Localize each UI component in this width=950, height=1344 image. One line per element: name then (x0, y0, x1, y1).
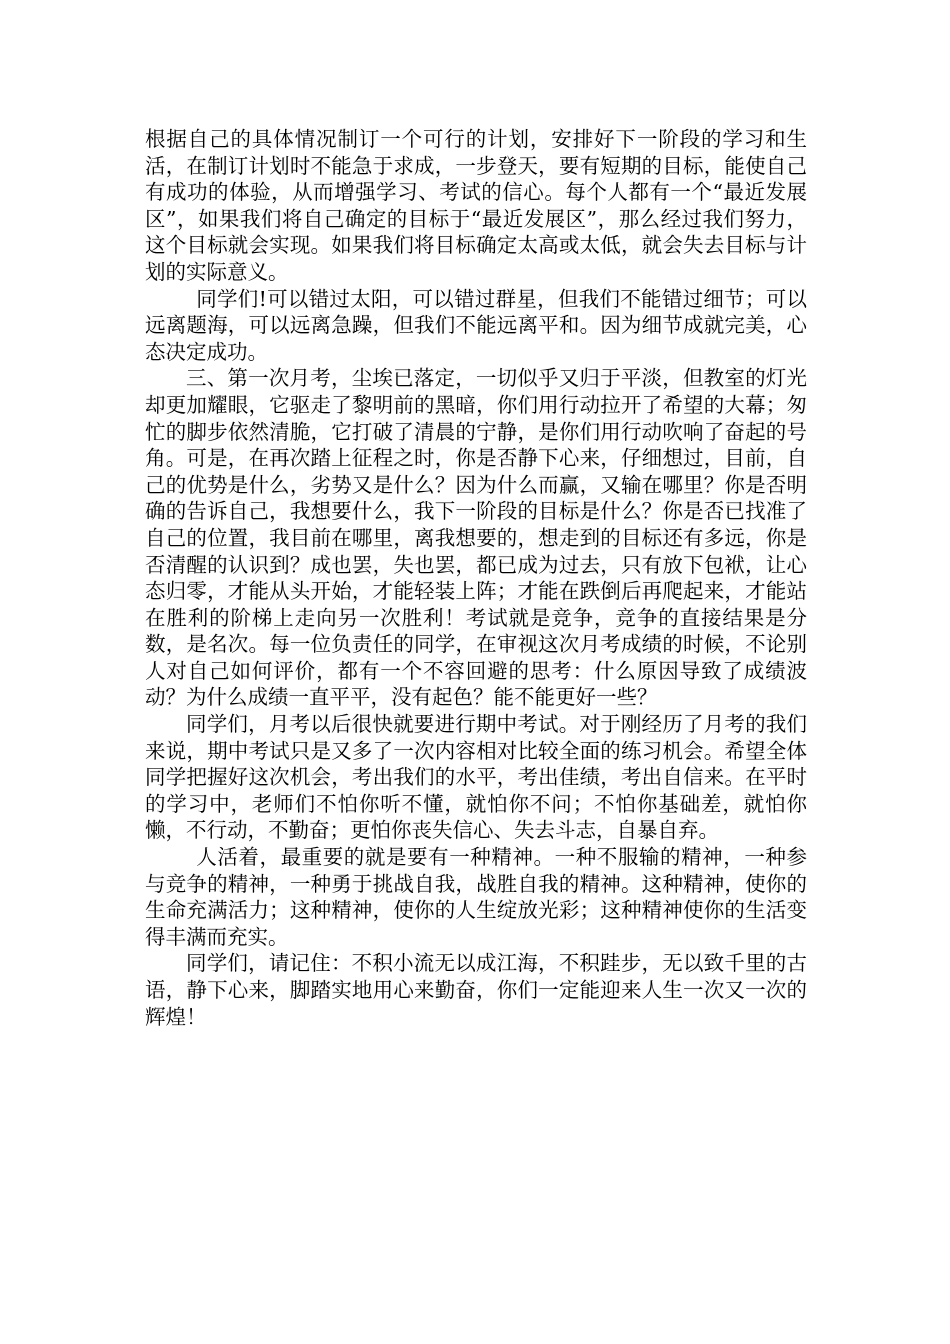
paragraph-closing: 同学们，请记住：不积小流无以成江海，不积跬步，无以致千里的古语，静下心来，脚踏实地用心来勤奋，你们一定能迎来人生一次又一次的辉煌！ (145, 951, 807, 1029)
paragraph-midterm: 同学们，月考以后很快就要进行期中考试。对于刚经历了月考的我们来说，期中考试只是又多了一次内容相对比较全面的练习机会。希望全体同学把握好这次机会，考出我们的水平，考出佳绩，考出自信来。在平时的学习中，老师们不怕你听不懂，就怕你不问；不怕你基础差，就怕你懒，不行动，不勤奋；更怕你丧失信心、失去斗志，自暴自弃。 (145, 712, 807, 843)
paragraph-plan: 根据自己的具体情况制订一个可行的计划，安排好下一阶段的学习和生活，在制订计划时不能急于求成，一步登天，要有短期的目标，能使自己有成功的体验，从而增强学习、考试的信心。每个人都有一个“最近发展区”，如果我们将自己确定的目标于“最近发展区”，那么经过我们努力，这个目标就会实现。如果我们将目标确定太高或太低，就会失去目标与计划的实际意义。 (145, 127, 807, 284)
paragraph-monthly-exam: 三、第一次月考，尘埃已落定，一切似乎又归于平淡，但教室的灯光却更加耀眼，它驱走了黎明前的黑暗，你们用行动拉开了希望的大幕；匆忙的脚步依然清脆，它打破了清晨的宁静，是你们用行动吹响了奋起的号角。可是，在再次踏上征程之时，你是否静下心来，仔细想过，目前，自己的优势是什么，劣势又是什么？因为什么而赢，又输在哪里？你是否明确的告诉自己，我想要什么，我下一阶段的目标是什么？你是否已找准了自己的位置，我目前在哪里，离我想要的，想走到的目标还有多远，你是否清醒的认识到？成也罢，失也罢，都已成为过去，只有放下包袱，让心态归零，才能从头开始，才能轻装上阵；才能在跌倒后再爬起来，才能站在胜利的阶梯上走向另一次胜利！考试就是竞争，竞争的直接结果是分数，是名次。每一位负责任的同学，在审视这次月考成绩的时候，不论别人对自己如何评价，都有一个不容回避的思考：什么原因导致了成绩波动？为什么成绩一直平平，没有起色？能不能更好一些？ (145, 366, 807, 710)
paragraph-spirit: 人活着，最重要的就是要有一种精神。一种不服输的精神，一种参与竞争的精神，一种勇于挑战自我，战胜自我的精神。这种精神，使你的生命充满活力；这种精神，使你的人生绽放光彩；这种精神使你的生活变得丰满而充实。 (145, 845, 807, 949)
paragraph-details: 同学们!可以错过太阳，可以错过群星，但我们不能错过细节；可以远离题海，可以远离急躁，但我们不能远离平和。因为细节成就完美，心态决定成功。 (145, 286, 807, 364)
document-body (145, 126, 807, 1030)
